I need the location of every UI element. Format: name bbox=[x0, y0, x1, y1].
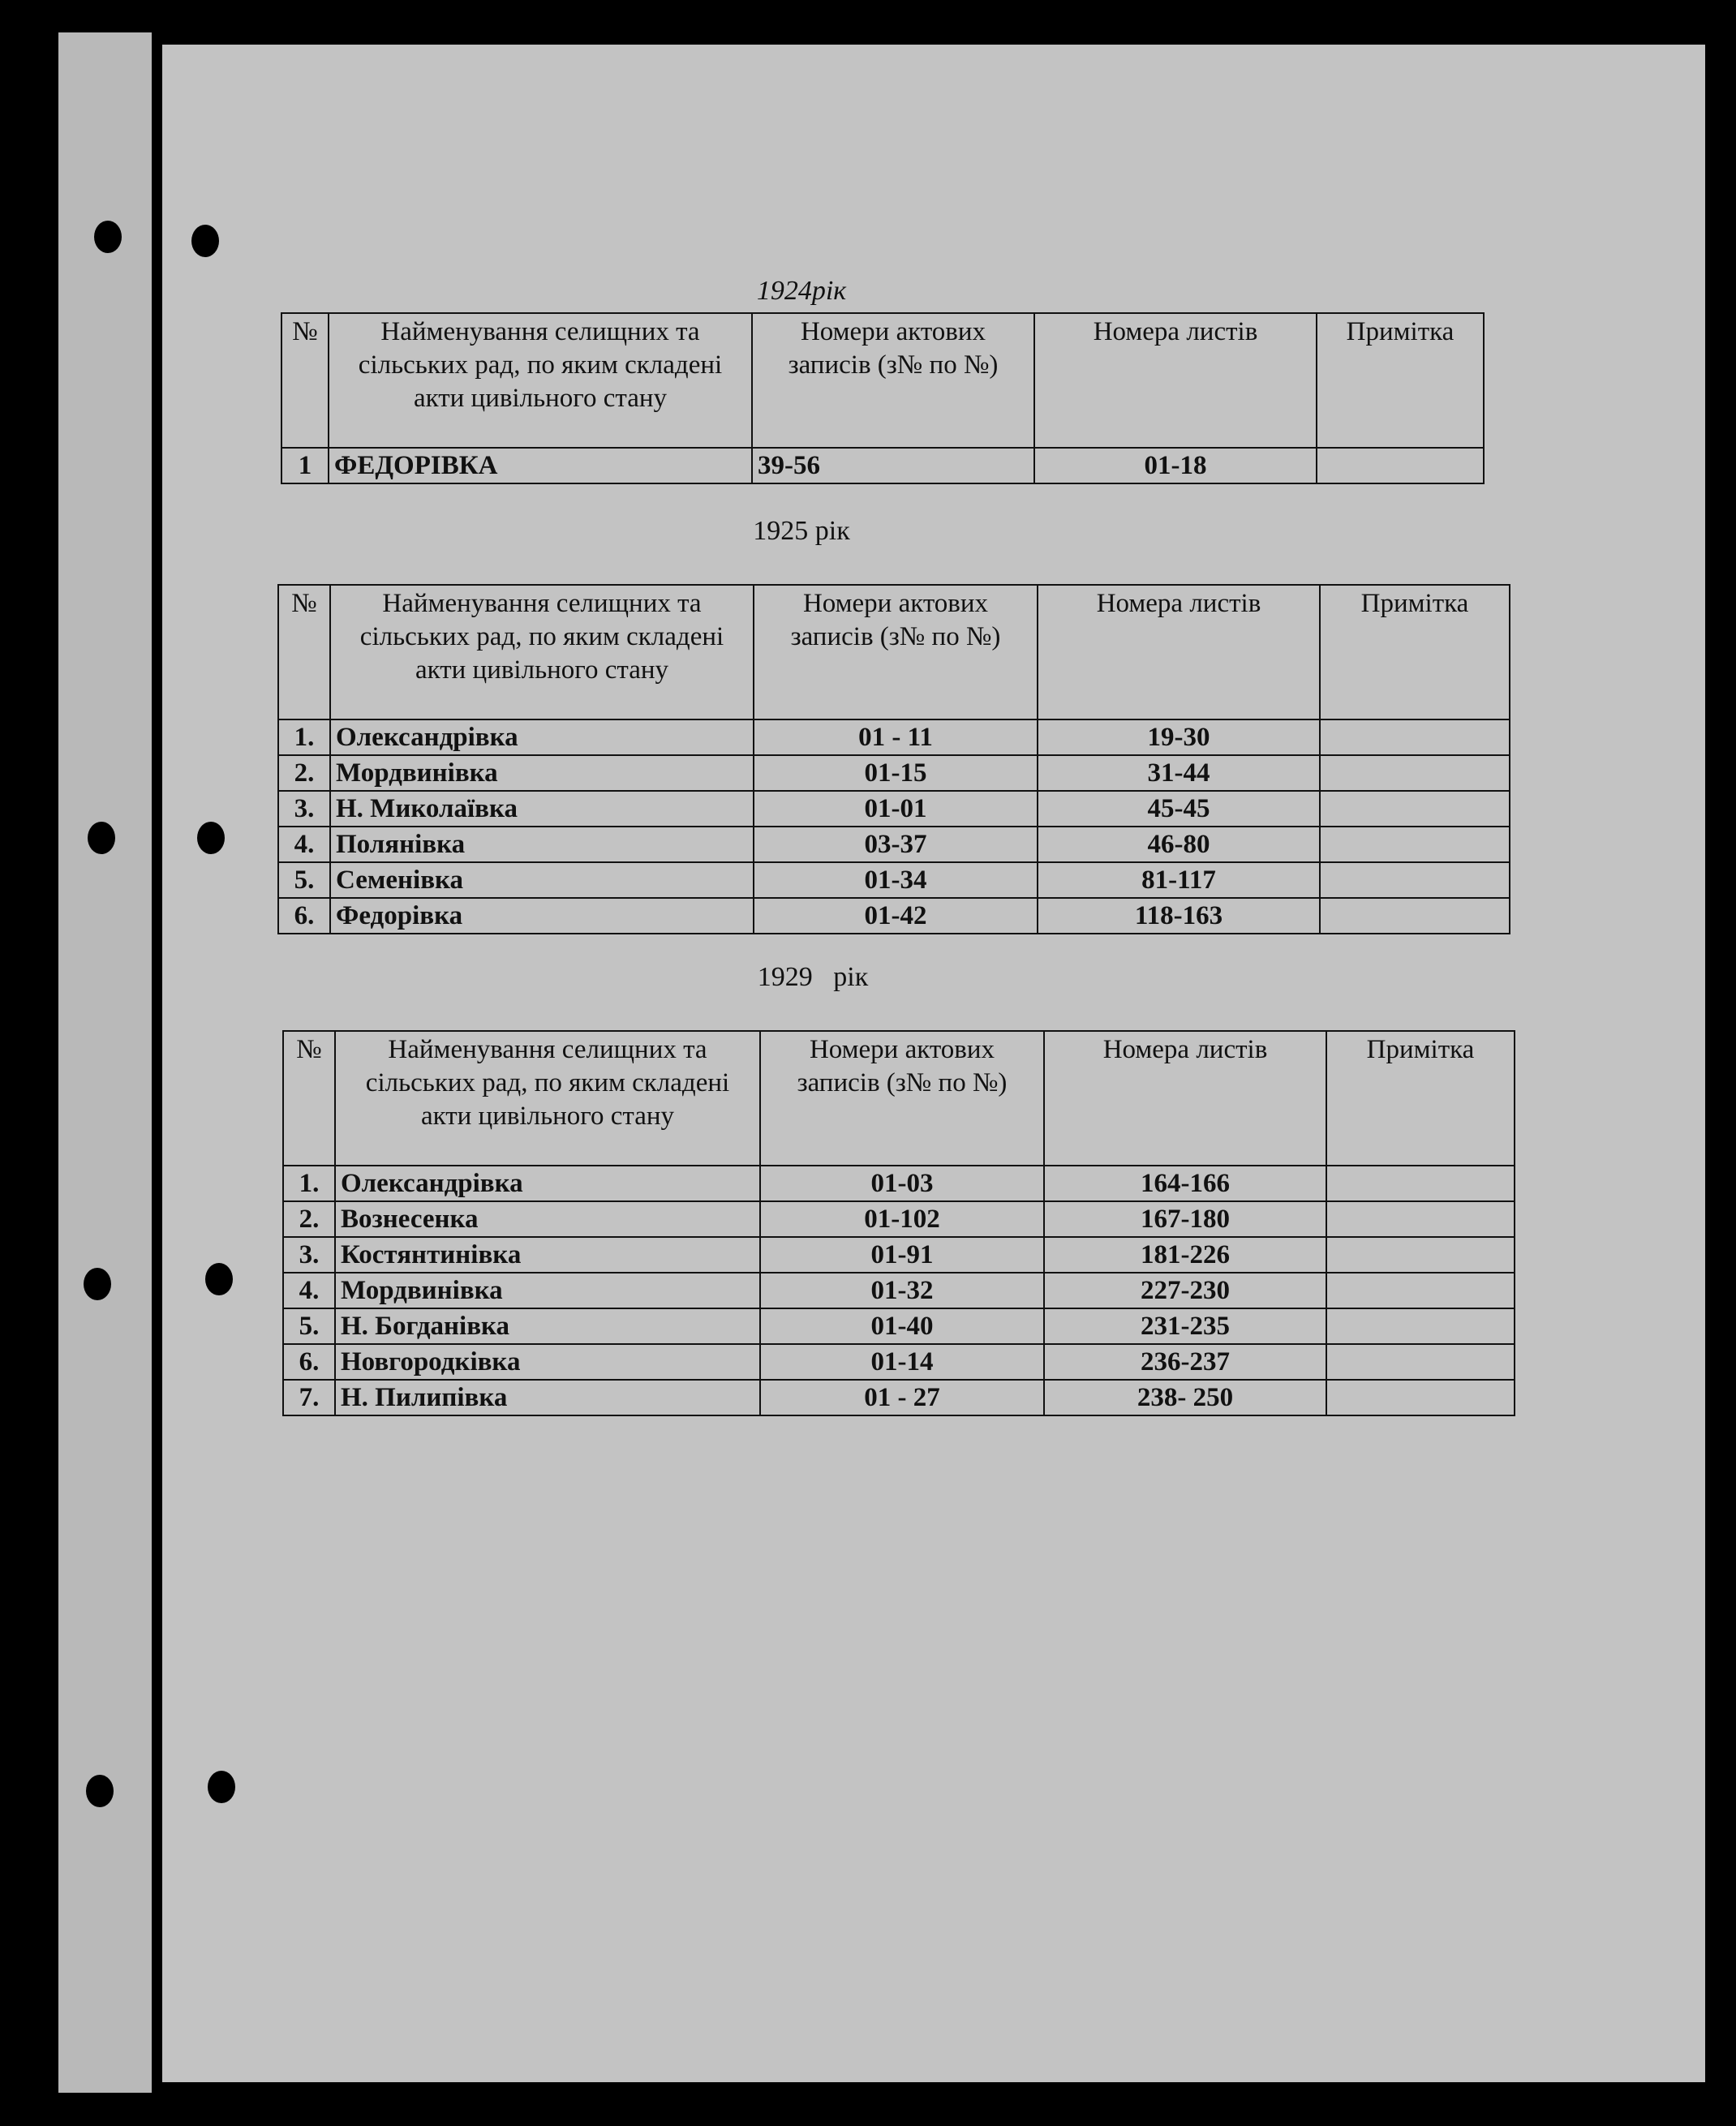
note bbox=[1326, 1166, 1515, 1201]
row-number: 5. bbox=[283, 1308, 335, 1344]
row-number: 6. bbox=[283, 1344, 335, 1380]
council-name: Мордвинівка bbox=[330, 755, 754, 791]
record-numbers: 03-37 bbox=[754, 827, 1038, 862]
header-council-name: Найменування селищних та сільських рад, по яким складені акти цивільного стану bbox=[329, 313, 752, 448]
table-header-row bbox=[283, 1031, 1515, 1166]
row-number: 6. bbox=[278, 898, 330, 934]
row-number: 1 bbox=[281, 448, 329, 483]
note bbox=[1326, 1237, 1515, 1273]
header-sheet-numbers: Номера листів bbox=[1034, 313, 1317, 448]
note bbox=[1320, 898, 1510, 934]
header-record-numbers: Номери актових записів (з№ по №) bbox=[754, 585, 1038, 719]
row-number: 5. bbox=[278, 862, 330, 898]
header-record-numbers: Номери актових записів (з№ по №) bbox=[752, 313, 1034, 448]
row-number: 4. bbox=[283, 1273, 335, 1308]
table-row bbox=[283, 1344, 1515, 1380]
note bbox=[1326, 1273, 1515, 1308]
council-name: Олександрівка bbox=[330, 719, 754, 755]
sheet-numbers: 01-18 bbox=[1034, 448, 1317, 483]
council-name: Н. Богданівка bbox=[335, 1308, 760, 1344]
record-numbers: 01-14 bbox=[760, 1344, 1044, 1380]
council-name: Олександрівка bbox=[335, 1166, 760, 1201]
sheet-numbers: 19-30 bbox=[1038, 719, 1320, 755]
note bbox=[1320, 791, 1510, 827]
record-numbers: 01-42 bbox=[754, 898, 1038, 934]
sheet-numbers: 164-166 bbox=[1044, 1166, 1326, 1201]
sheet-numbers: 236-237 bbox=[1044, 1344, 1326, 1380]
record-numbers: 39-56 bbox=[752, 448, 1034, 483]
table-row bbox=[278, 755, 1510, 791]
row-number: 3. bbox=[278, 791, 330, 827]
record-numbers: 01-91 bbox=[760, 1237, 1044, 1273]
note bbox=[1320, 862, 1510, 898]
sheet-numbers: 45-45 bbox=[1038, 791, 1320, 827]
header-council-name: Найменування селищних та сільських рад, по яким складені акти цивільного стану bbox=[335, 1031, 760, 1166]
punch-hole bbox=[197, 822, 225, 854]
table-row bbox=[283, 1273, 1515, 1308]
sheet-numbers: 46-80 bbox=[1038, 827, 1320, 862]
sheet-numbers: 31-44 bbox=[1038, 755, 1320, 791]
header-sheet-numbers: Номера листів bbox=[1044, 1031, 1326, 1166]
council-name: Семенівка bbox=[330, 862, 754, 898]
record-numbers: 01-32 bbox=[760, 1273, 1044, 1308]
row-number: 1. bbox=[283, 1166, 335, 1201]
council-name: Полянівка bbox=[330, 827, 754, 862]
header-no: № bbox=[281, 313, 329, 448]
row-number: 2. bbox=[278, 755, 330, 791]
record-numbers: 01-03 bbox=[760, 1166, 1044, 1201]
record-numbers: 01-01 bbox=[754, 791, 1038, 827]
header-note: Примітка bbox=[1317, 313, 1484, 448]
table-header-row bbox=[278, 585, 1510, 719]
sheet-numbers: 238- 250 bbox=[1044, 1380, 1326, 1415]
table-row bbox=[278, 791, 1510, 827]
header-note: Примітка bbox=[1326, 1031, 1515, 1166]
year-heading-1929: 1929 рік bbox=[757, 962, 869, 992]
row-number: 1. bbox=[278, 719, 330, 755]
sheet-numbers: 167-180 bbox=[1044, 1201, 1326, 1237]
record-numbers: 01-34 bbox=[754, 862, 1038, 898]
table-row bbox=[278, 719, 1510, 755]
sheet-numbers: 118-163 bbox=[1038, 898, 1320, 934]
sheet-numbers: 227-230 bbox=[1044, 1273, 1326, 1308]
council-name: Костянтинівка bbox=[335, 1237, 760, 1273]
note bbox=[1317, 448, 1484, 483]
record-numbers: 01 - 27 bbox=[760, 1380, 1044, 1415]
record-numbers: 01-102 bbox=[760, 1201, 1044, 1237]
note bbox=[1326, 1201, 1515, 1237]
table-row bbox=[281, 448, 1484, 483]
register-table-1924 bbox=[281, 312, 1485, 484]
record-numbers: 01 - 11 bbox=[754, 719, 1038, 755]
punch-hole bbox=[191, 225, 219, 257]
council-name: ФЕДОРІВКА bbox=[329, 448, 752, 483]
table-row bbox=[283, 1237, 1515, 1273]
punch-hole bbox=[205, 1263, 233, 1295]
note bbox=[1326, 1344, 1515, 1380]
punch-hole bbox=[94, 221, 122, 253]
table-header-row bbox=[281, 313, 1484, 448]
sheet-numbers: 181-226 bbox=[1044, 1237, 1326, 1273]
punch-hole bbox=[88, 822, 115, 854]
table-row bbox=[283, 1201, 1515, 1237]
year-heading-1924: 1924рік bbox=[756, 276, 847, 306]
note bbox=[1320, 719, 1510, 755]
note bbox=[1326, 1308, 1515, 1344]
row-number: 2. bbox=[283, 1201, 335, 1237]
table-row bbox=[283, 1380, 1515, 1415]
table-row bbox=[283, 1308, 1515, 1344]
record-numbers: 01-40 bbox=[760, 1308, 1044, 1344]
header-no: № bbox=[283, 1031, 335, 1166]
year-heading-1925: 1925 рік bbox=[753, 516, 850, 546]
table-row bbox=[283, 1166, 1515, 1201]
table-row bbox=[278, 862, 1510, 898]
register-table-1925 bbox=[277, 584, 1510, 934]
council-name: Н. Миколаївка bbox=[330, 791, 754, 827]
row-number: 4. bbox=[278, 827, 330, 862]
table-row bbox=[278, 827, 1510, 862]
header-sheet-numbers: Номера листів bbox=[1038, 585, 1320, 719]
row-number: 3. bbox=[283, 1237, 335, 1273]
row-number: 7. bbox=[283, 1380, 335, 1415]
note bbox=[1320, 827, 1510, 862]
record-numbers: 01-15 bbox=[754, 755, 1038, 791]
note bbox=[1320, 755, 1510, 791]
header-note: Примітка bbox=[1320, 585, 1510, 719]
sheet-numbers: 231-235 bbox=[1044, 1308, 1326, 1344]
punch-hole bbox=[208, 1771, 235, 1803]
council-name: Вознесенка bbox=[335, 1201, 760, 1237]
punch-hole bbox=[84, 1268, 111, 1300]
header-council-name: Найменування селищних та сільських рад, по яким складені акти цивільного стану bbox=[330, 585, 754, 719]
table-row bbox=[278, 898, 1510, 934]
council-name: Н. Пилипівка bbox=[335, 1380, 760, 1415]
punch-hole bbox=[86, 1775, 114, 1807]
header-no: № bbox=[278, 585, 330, 719]
sheet-numbers: 81-117 bbox=[1038, 862, 1320, 898]
note bbox=[1326, 1380, 1515, 1415]
register-table-1929 bbox=[282, 1030, 1515, 1416]
council-name: Новгородківка bbox=[335, 1344, 760, 1380]
council-name: Федорівка bbox=[330, 898, 754, 934]
header-record-numbers: Номери актових записів (з№ по №) bbox=[760, 1031, 1044, 1166]
council-name: Мордвинівка bbox=[335, 1273, 760, 1308]
